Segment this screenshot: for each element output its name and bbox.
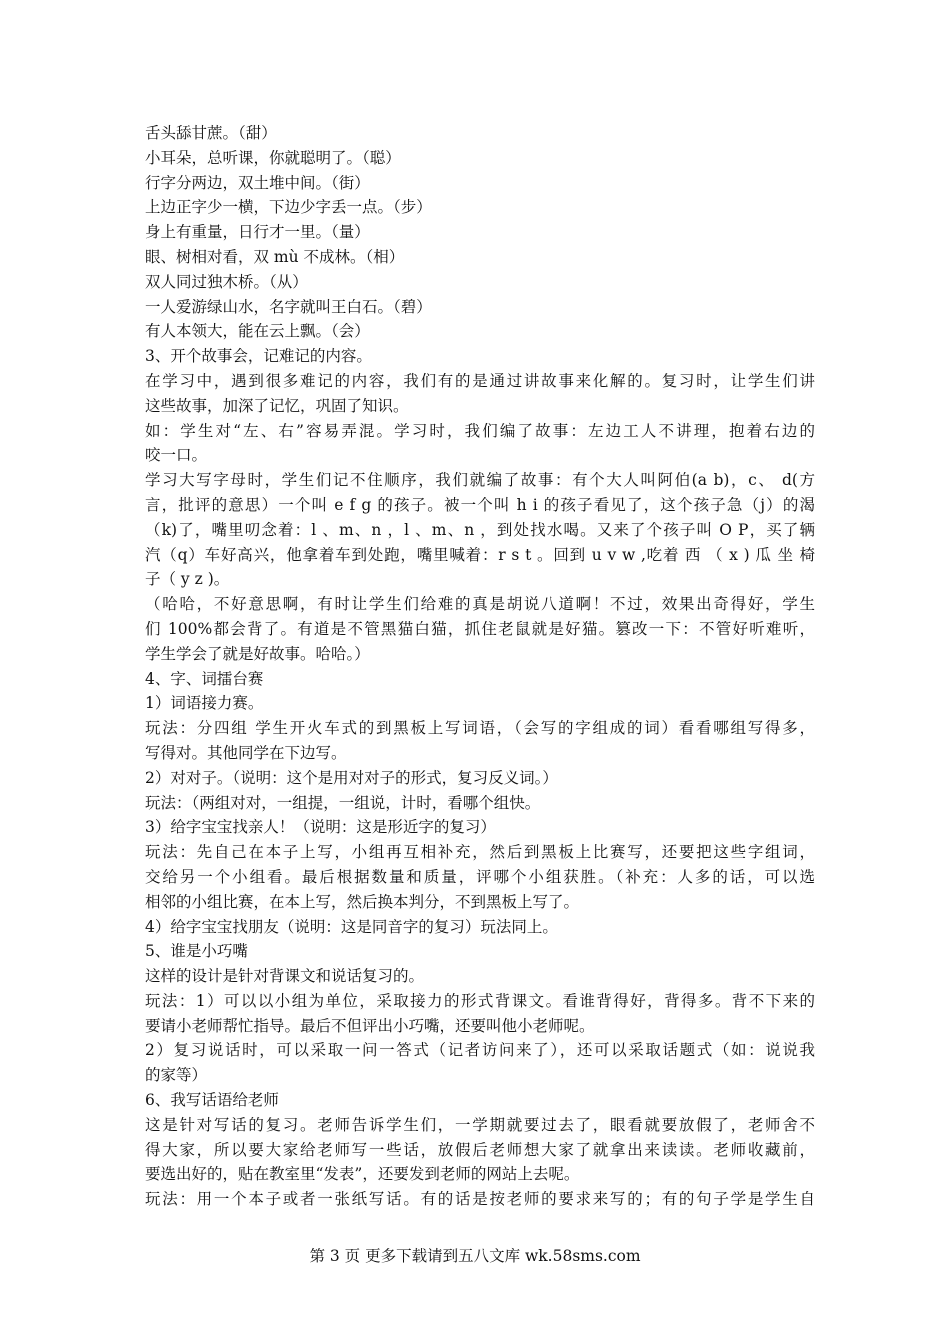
text-line: 4）给字宝宝找朋友（说明：这是同音字的复习）玩法同上。 [145, 917, 558, 936]
text-line: 咬一口。 [145, 446, 208, 465]
text-line: 写得对。其他同学在下边写。 [145, 743, 347, 762]
text-line: 的家等） [145, 1066, 208, 1085]
text-line: 行字分两边，双土堆中间。（街） [145, 173, 370, 192]
text-line: （k)了，嘴里叨念着：l 、m、n ，l 、m、n ，到处找水喝。又来了个孩子叫 O P，买了辆 [145, 520, 815, 539]
text-line: 学习大写字母时，学生们记不住顺序，我们就编了故事：有个大人叫阿伯(a b)，c、 d(方 [145, 471, 815, 490]
text-line: 要请小老师帮忙指导。最后不但评出小巧嘴，还要叫他小老师呢。 [145, 1016, 595, 1035]
text-line: 玩法：分四组 学生开火车式的到黑板上写词语，（会写的字组成的词）看看哪组写得多， [145, 719, 815, 738]
text-line: 在学习中，遇到很多难记的内容，我们有的是通过讲故事来化解的。复习时，让学生们讲 [145, 371, 815, 390]
text-line: 3）给字宝宝找亲人！（说明：这是形近字的复习） [145, 818, 496, 837]
text-line: 2）复习说话时，可以采取一问一答式（记者访问来了），还可以采取话题式（如：说说我 [145, 1041, 815, 1060]
text-line: 上边正字少一横，下边少字丢一点。（步） [145, 198, 432, 217]
text-line: 6、我写话语给老师 [145, 1091, 279, 1110]
text-line: 小耳朵，总听课，你就聪明了。（聪） [145, 148, 401, 167]
text-line: 有人本领大，能在云上飘。（会） [145, 322, 370, 341]
text-line: 一人爱游绿山水，名字就叫王白石。（碧） [145, 297, 432, 316]
text-line: 如：学生对“左、右”容易弄混。学习时，我们编了故事：左边工人不讲理，抱着右边的 [145, 421, 815, 440]
text-line: 3、开个故事会，记难记的内容。 [145, 347, 372, 366]
text-line: 汽（q）车好高兴，他拿着车到处跑，嘴里喊着：r s t 。回到 u v w ,吃着 西 （ x ) 瓜 坐 椅 [145, 545, 815, 564]
text-line: 们 100%都会背了。有道是不管黑猫白猫，抓住老鼠就是好猫。篡改一下：不管好听难听， [145, 619, 815, 638]
text-line: 得大家，所以要大家给老师写一些话，放假后老师想大家了就拿出来读读。老师收藏前， [145, 1140, 815, 1159]
text-line: 舌头舔甘蔗。（甜） [145, 124, 277, 142]
text-line: 玩法：用一个本子或者一张纸写话。有的话是按老师的要求来写的；有的句子学是学生自 [145, 1190, 815, 1209]
document-body [145, 121, 815, 1212]
text-line: 2）对对子。（说明：这个是用对对子的形式，复习反义词。） [145, 768, 558, 787]
text-line: 这些故事，加深了记忆，巩固了知识。 [145, 396, 409, 415]
text-line: 玩法：1）可以以小组为单位，采取接力的形式背课文。看谁背得好，背得多。背不下来的 [145, 991, 815, 1010]
text-line: 交给另一个小组看。最后根据数量和质量，评哪个小组获胜。（补充：人多的话，可以选 [145, 867, 815, 886]
text-line: 子（ y z )。 [145, 570, 230, 589]
text-line: 身上有重量，日行才一里。（量） [145, 223, 370, 242]
text-line: 要选出好的，贴在教室里“发表”，还要发到老师的网站上去呢。 [145, 1165, 580, 1184]
text-line: 相邻的小组比赛，在本上写，然后换本判分，不到黑板上写了。 [145, 892, 580, 911]
text-line: 4、字、词擂台赛 [145, 669, 264, 688]
text-line: 学生学会了就是好故事。哈哈。） [145, 644, 370, 663]
page-footer: 第 3 页 更多下载请到五八文库 wk.58sms.com [309, 1247, 641, 1265]
text-line: 玩法：（两组对对，一组提，一组说，计时，看哪个组快。 [145, 793, 541, 812]
text-line: 言，批评的意思）一个叫 e f g 的孩子。被一个叫 h i 的孩子看见了，这个孩子急（j）的渴 [145, 495, 815, 514]
text-line: 玩法：先自己在本子上写，小组再互相补充，然后到黑板上比赛写，还要把这些字组词， [145, 843, 815, 862]
text-line: 5、谁是小巧嘴 [145, 942, 248, 961]
text-line: 这样的设计是针对背课文和说话复习的。 [145, 967, 425, 986]
text-line: （哈哈，不好意思啊，有时让学生们给难的真是胡说八道啊！不过，效果出奇得好，学生 [145, 595, 815, 614]
text-line: 这是针对写话的复习。老师告诉学生们，一学期就要过去了，眼看就要放假了，老师舍不 [145, 1115, 815, 1134]
text-line: 眼、树相对看，双 mù 不成林。（相） [145, 247, 405, 266]
text-line: 双人同过独木桥。（从） [145, 272, 308, 291]
text-line: 1）词语接力赛。 [145, 694, 264, 713]
